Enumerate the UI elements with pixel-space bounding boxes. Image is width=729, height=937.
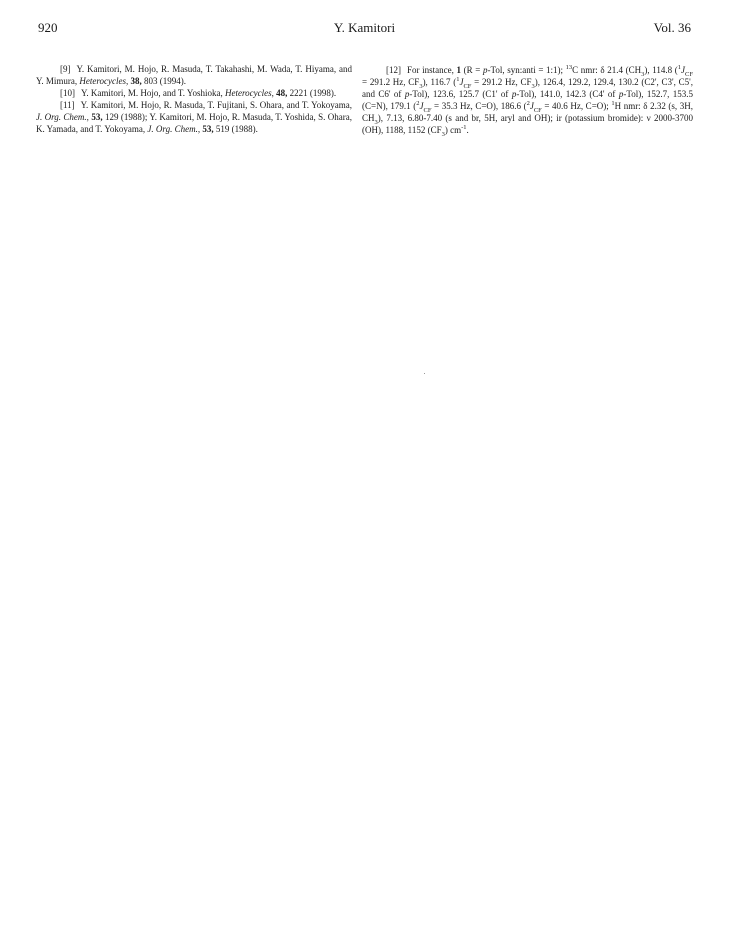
reference-pages: 2221 (1998). bbox=[289, 88, 337, 98]
note-text: = 40.6 Hz, C=O); bbox=[544, 101, 609, 111]
note-12 bbox=[362, 64, 693, 136]
reference-journal: Heterocycles, bbox=[79, 76, 129, 86]
note-text: . bbox=[466, 125, 469, 135]
note-text: C nmr: δ 21.4 (CH bbox=[572, 65, 642, 75]
isotope-superscript: 1 bbox=[611, 100, 615, 107]
note-12-column bbox=[362, 64, 693, 136]
reference-authors: Y. Kamitori, M. Hojo, R. Masuda, T. Takahashi, M. Wada, T. Hiyama, and Y. Mimura, bbox=[36, 64, 352, 86]
note-text: (R = bbox=[463, 65, 481, 75]
reference-journal: J. Org. Chem., bbox=[36, 112, 89, 122]
superscript: 1 bbox=[677, 64, 682, 71]
note-text: ), 116.7 ( bbox=[422, 77, 457, 87]
coupling-constant: J bbox=[529, 101, 534, 111]
subscript: 3 bbox=[641, 70, 645, 78]
superscript: 2 bbox=[526, 100, 530, 107]
reference-tag: [11] bbox=[60, 100, 75, 110]
subscript: 3 bbox=[531, 82, 535, 90]
subscript: CF bbox=[463, 82, 472, 90]
reference-authors: Y. Kamitori, M. Hojo, R. Masuda, T. Fujitani, S. Ohara, and T. Yokoyama, bbox=[80, 100, 352, 110]
note-text: For instance, bbox=[407, 65, 454, 75]
reference-volume-2: 53, bbox=[202, 124, 214, 134]
reference-10 bbox=[36, 87, 352, 99]
superscript: -1 bbox=[461, 124, 467, 131]
note-text: = 291.2 Hz, CF bbox=[362, 77, 420, 87]
note-text: -Tol), 123.6, 125.7 (C1' of bbox=[409, 89, 509, 99]
note-text: ) cm bbox=[444, 125, 462, 135]
para-prefix: p bbox=[618, 89, 624, 99]
references-left-column bbox=[36, 63, 352, 135]
subscript: 3 bbox=[374, 118, 378, 126]
superscript: 1 bbox=[456, 76, 460, 83]
subscript: 3 bbox=[419, 82, 423, 90]
page-number: 920 bbox=[38, 20, 58, 35]
note-tag: [12] bbox=[386, 65, 401, 75]
reference-journal-2: J. Org. Chem., bbox=[147, 124, 201, 134]
reference-volume: 38, bbox=[130, 76, 142, 86]
isotope-superscript: 13 bbox=[565, 64, 573, 71]
note-text: H nmr: δ 2.32 (s, 3H, CH bbox=[362, 101, 694, 123]
subscript: 3 bbox=[441, 130, 445, 138]
reference-11 bbox=[36, 99, 352, 135]
subscript: CF bbox=[685, 70, 693, 78]
reference-journal: Heterocycles, bbox=[225, 88, 274, 98]
reference-tag: [10] bbox=[60, 88, 75, 98]
reference-pages: 129 (1988); bbox=[104, 112, 148, 122]
para-prefix: p bbox=[482, 65, 488, 75]
reference-volume: 48, bbox=[276, 88, 288, 98]
para-prefix: p bbox=[511, 89, 517, 99]
scan-speck bbox=[424, 373, 425, 374]
reference-authors: Y. Kamitori, M. Hojo, and T. Yoshioka, bbox=[81, 88, 223, 98]
reference-volume: 53, bbox=[91, 112, 103, 122]
coupling-constant: J bbox=[419, 101, 424, 111]
compound-number: 1 bbox=[456, 65, 461, 75]
reference-authors-2: Y. Kamitori, M. Hojo, R. Masuda, T. Yoshida, S. Ohara, K. Yamada, and T. Yokoyama, bbox=[36, 112, 353, 134]
coupling-constant: J bbox=[459, 77, 464, 87]
subscript: CF bbox=[423, 106, 432, 114]
reference-pages: 803 (1994). bbox=[143, 76, 186, 86]
reference-pages-2: 519 (1988). bbox=[215, 124, 258, 134]
note-text: ), 126.4, 129.2, 129.4, 130.2 (C2', C3', C5', and C6' of bbox=[362, 77, 694, 99]
note-text: -Tol), 141.0, 142.3 (C4' of bbox=[516, 89, 616, 99]
volume-label: Vol. 36 bbox=[653, 20, 691, 35]
note-text: ), 114.8 ( bbox=[644, 65, 678, 75]
subscript: CF bbox=[533, 106, 542, 114]
coupling-constant: J bbox=[681, 65, 686, 75]
reference-9 bbox=[36, 63, 352, 87]
page-header bbox=[38, 20, 691, 38]
superscript: 2 bbox=[416, 100, 420, 107]
running-title: Y. Kamitori bbox=[333, 20, 396, 35]
note-text: = 291.2 Hz, CF bbox=[474, 77, 532, 87]
note-text: -Tol, syn:anti = 1:1); bbox=[487, 65, 564, 75]
note-text: -Tol), 152.7, 153.5 (C=N), 179.1 ( bbox=[362, 89, 693, 111]
note-text: = 35.3 Hz, C=O), 186.6 ( bbox=[434, 101, 527, 111]
reference-tag: [9] bbox=[60, 64, 71, 74]
note-text: ), 7.13, 6.80-7.40 (s and br, 5H, aryl and OH); ir (potassium bromide): ν 2000-3700 (OH), 1188, 1152 (CF bbox=[362, 113, 693, 135]
para-prefix: p bbox=[404, 89, 410, 99]
